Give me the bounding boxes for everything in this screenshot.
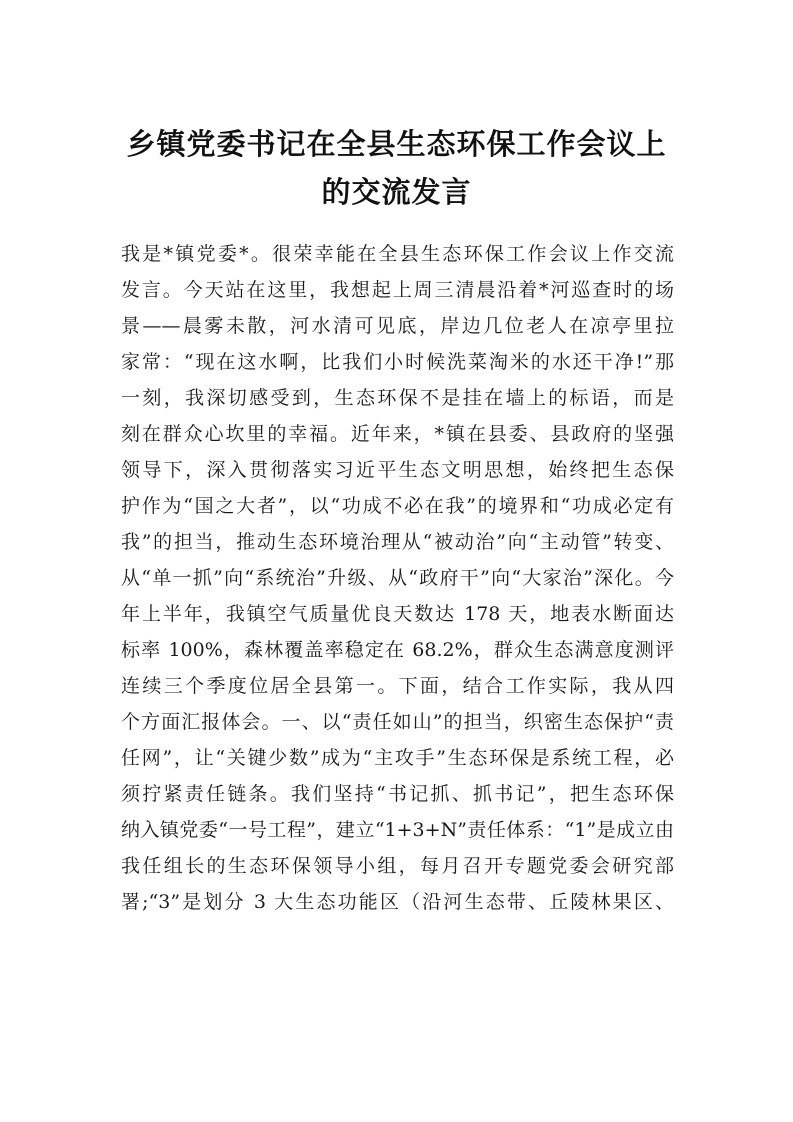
body-line: 连续三个季度位居全县第一。下面，结合工作实际，我从四 bbox=[121, 675, 674, 697]
body-line: 须拧紧责任链条。我们坚持“书记抓、抓书记”，把生态环保 bbox=[121, 783, 674, 805]
body-line: 标率 100%，森林覆盖率稳定在 68.2%，群众生态满意度测评 bbox=[121, 639, 674, 661]
body-line: 我”的担当，推动生态环境治理从“被动治”向“主动管”转变、 bbox=[121, 531, 674, 553]
body-line: 我是*镇党委*。很荣幸能在全县生态环保工作会议上作交流 bbox=[121, 243, 674, 265]
body-line: 发言。今天站在这里，我想起上周三清晨沿着*河巡查时的场 bbox=[121, 279, 674, 301]
title-line-2: 的交流发言 bbox=[321, 175, 472, 209]
document-body bbox=[121, 236, 674, 920]
document-title bbox=[120, 120, 673, 216]
body-line: 护作为“国之大者”，以“功成不必在我”的境界和“功成必定有 bbox=[121, 495, 674, 517]
body-line: 个方面汇报体会。一、以“责任如山”的担当，织密生态保护“责 bbox=[121, 711, 674, 733]
body-line: 领导下，深入贯彻落实习近平生态文明思想，始终把生态保 bbox=[121, 459, 674, 481]
body-line: 一刻，我深切感受到，生态环保不是挂在墙上的标语，而是 bbox=[121, 387, 674, 409]
body-line: 任网”，让“关键少数”成为“主攻手”生态环保是系统工程，必 bbox=[121, 747, 674, 769]
body-line: 署;“3”是划分 3 大生态功能区（沿河生态带、丘陵林果区、 bbox=[121, 891, 674, 913]
body-line: 我任组长的生态环保领导小组，每月召开专题党委会研究部 bbox=[121, 855, 674, 877]
body-line: 景——晨雾未散，河水清可见底，岸边几位老人在凉亭里拉 bbox=[121, 315, 674, 337]
body-line: 刻在群众心坎里的幸福。近年来，*镇在县委、县政府的坚强 bbox=[121, 423, 674, 445]
body-line: 年上半年，我镇空气质量优良天数达 178 天，地表水断面达 bbox=[121, 603, 674, 625]
title-line-1: 乡镇党委书记在全县生态环保工作会议上 bbox=[126, 127, 667, 161]
body-line: 纳入镇党委“一号工程”，建立“1+3+N”责任体系：“1”是成立由 bbox=[121, 819, 674, 841]
body-line: 家常：“现在这水啊，比我们小时候洗菜淘米的水还干净!”那 bbox=[121, 351, 674, 373]
body-line: 从“单一抓”向“系统治”升级、从“政府干”向“大家治”深化。今 bbox=[121, 567, 674, 589]
